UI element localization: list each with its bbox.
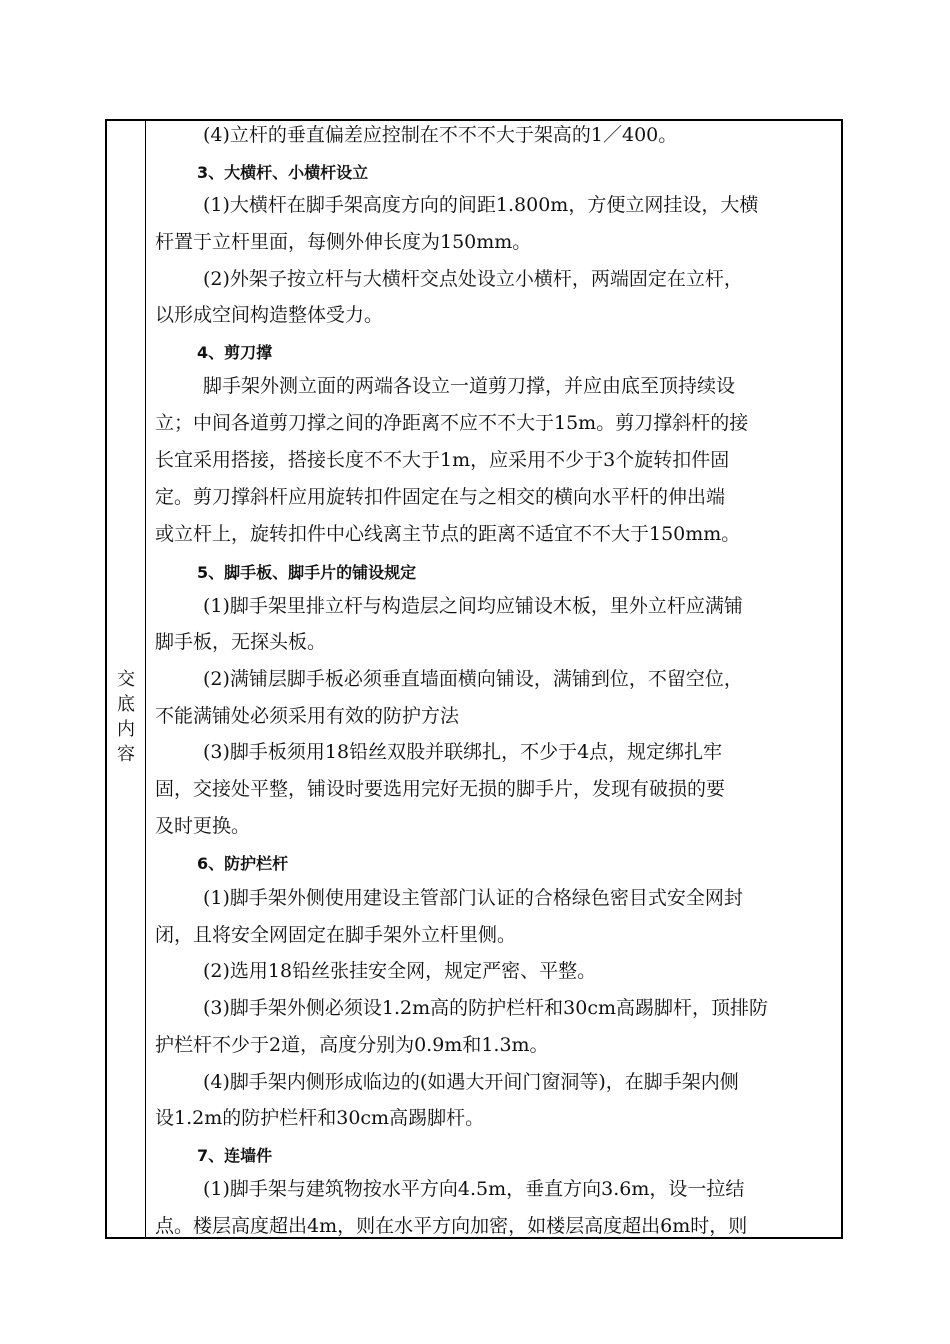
label-char: 交 [117,669,135,690]
section-heading: 3、大横杆、小横杆设立 [197,163,369,182]
text-line: 以形成空间构造整体受力。 [155,304,384,326]
column-divider [145,121,146,1237]
text-line: 脚手板，无探头板。 [155,631,327,653]
text-line: (1)大横杆在脚手架高度方向的间距1.800m，方便立网挂设，大横 [203,194,759,216]
section-heading: 7、连墙件 [197,1146,273,1165]
text-line: (1)脚手架里排立杆与构造层之间均应铺设木板，里外立杆应满铺 [203,595,743,617]
text-line: (4)脚手架内侧形成临边的(如遇大开间门窗洞等)，在脚手架内侧 [203,1071,739,1093]
text-line: 定。剪刀撑斜杆应用旋转扣件固定在与之相交的横向水平杆的伸出端 [155,486,726,508]
text-line: 点。楼层高度超出4m，则在水平方向加密，如楼层高度超出6m时，则 [155,1215,748,1237]
text-line: (2)满铺层脚手板必须垂直墙面横向铺设，满铺到位，不留空位， [203,668,743,690]
text-line: 及时更换。 [155,815,251,837]
text-line: 脚手架外测立面的两端各设立一道剪刀撑，并应由底至顶持续设 [203,375,736,397]
label-char: 容 [117,744,135,765]
text-line: 护栏杆不少于2道，高度分别为0.9m和1.3m。 [155,1034,549,1056]
text-line: (2)选用18铅丝张挂安全网，规定严密、平整。 [203,960,597,982]
text-line: (3)脚手板须用18铅丝双股并联绑扎，不少于4点，规定绑扎牢 [203,741,723,763]
text-line: (4)立杆的垂直偏差应控制在不不不大于架高的1／400。 [203,124,678,146]
section-heading: 5、脚手板、脚手片的铺设规定 [197,563,417,582]
text-line: (1)脚手架外侧使用建设主管部门认证的合格绿色密目式安全网封 [203,887,743,909]
label-cell [107,121,145,1237]
text-line: 固，交接处平整，铺设时要选用完好无损的脚手片，发现有破损的要 [155,778,726,800]
text-line: 不能满铺处必须采用有效的防护方法 [155,705,460,727]
label-jiaodi-neirong [107,667,145,767]
text-line: 杆置于立杆里面，每侧外伸长度为150mm。 [155,231,532,253]
text-line: 设1.2m的防护栏杆和30cm高踢脚杆。 [155,1107,485,1129]
text-line: 立；中间各道剪刀撑之间的净距离不应不不大于15m。剪刀撑斜杆的接 [155,412,749,434]
text-line: (1)脚手架与建筑物按水平方向4.5m，垂直方向3.6m，设一拉结 [203,1178,745,1200]
label-char: 内 [117,719,135,740]
label-char: 底 [117,694,135,715]
text-line: 闭，且将安全网固定在脚手架外立杆里侧。 [155,924,517,946]
text-line: (2)外架子按立杆与大横杆交点处设立小横杆，两端固定在立杆， [203,268,743,290]
section-heading: 4、剪刀撑 [197,343,273,362]
text-line: (3)脚手架外侧必须设1.2m高的防护栏杆和30cm高踢脚杆，顶排防 [203,997,768,1019]
text-line: 或立杆上，旋转扣件中心线离主节点的距离不适宜不不大于150mm。 [155,523,741,545]
text-line: 长宜采用搭接，搭接长度不不大于1m，应采用不少于3个旋转扣件固 [155,449,730,471]
briefing-table [105,119,843,1239]
section-heading: 6、防护栏杆 [197,854,289,873]
